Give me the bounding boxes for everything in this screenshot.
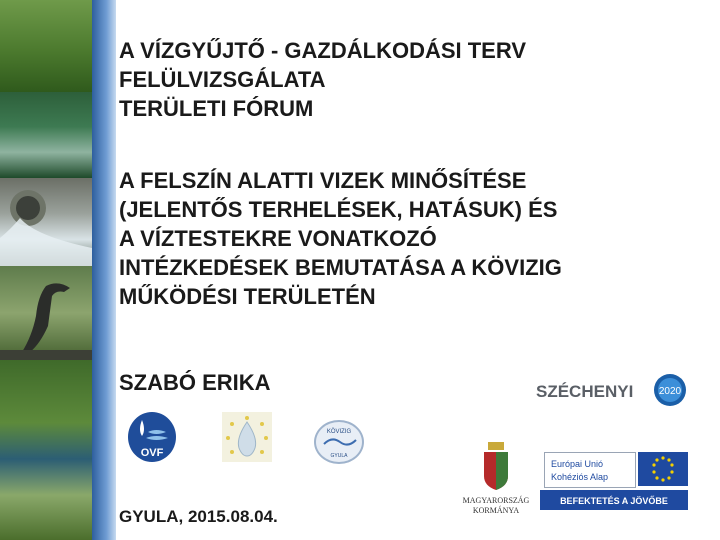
eu-text-box <box>544 452 636 488</box>
author-name: SZABÓ ERIKA <box>119 370 271 395</box>
cormorant-photo <box>0 266 92 360</box>
subtitle-line: MŰKÖDÉSI TERÜLETÉN <box>119 284 376 309</box>
photo-strip <box>0 0 92 540</box>
ovf-logo-text: OVF <box>140 447 164 459</box>
place-date: GYULA, 2015.08.04. <box>119 507 278 526</box>
gov-logo-line1: MAGYARORSZÁG <box>462 496 530 505</box>
eu-banner <box>540 490 688 510</box>
gov-logo-line2: KORMÁNYA <box>472 506 520 515</box>
ovf-logo <box>128 412 176 462</box>
eu-banner-text: BEFEKTETÉS A JÖVŐBE <box>560 496 668 506</box>
subtitle-line: A VÍZTESTEKRE VONATKOZÓ <box>119 226 437 251</box>
water-drop-logo <box>222 412 272 462</box>
szechenyi-logo-text: SZÉCHENYI <box>536 382 634 401</box>
szechenyi-logo-year: 2020 <box>658 386 682 397</box>
title-line: TERÜLETI FÓRUM <box>119 96 314 121</box>
wetland-photo <box>0 360 92 540</box>
eu-flag-icon <box>638 452 688 486</box>
title-line: FELÜLVIZSGÁLATA <box>119 67 326 92</box>
subtitle-line: (JELENTŐS TERHELÉSEK, HATÁSUK) ÉS <box>119 197 558 222</box>
kovizig-logo <box>314 420 364 464</box>
outflow-pipe-photo <box>0 178 92 266</box>
reeds-photo <box>0 0 92 92</box>
title-line: A VÍZGYŰJTŐ - GAZDÁLKODÁSI TERV <box>119 38 527 63</box>
blue-light-ray <box>92 0 116 540</box>
eu-line1: Európai Unió <box>551 459 604 469</box>
kovizig-logo-bottom: GYULA <box>330 453 348 459</box>
szechenyi-2020-logo <box>530 370 700 410</box>
slide-title <box>119 36 699 123</box>
river-photo <box>0 92 92 178</box>
kovizig-logo-top: KÖVIZIG <box>326 429 352 435</box>
subtitle-line: A FELSZÍN ALATTI VIZEK MINŐSÍTÉSE <box>119 168 527 193</box>
eu-line2: Kohéziós Alap <box>551 472 609 482</box>
subtitle-line: INTÉZKEDÉSEK BEMUTATÁSA A KÖVIZIG <box>119 255 562 280</box>
slide-subtitle <box>119 166 709 311</box>
hungarian-government-logo <box>456 440 536 518</box>
